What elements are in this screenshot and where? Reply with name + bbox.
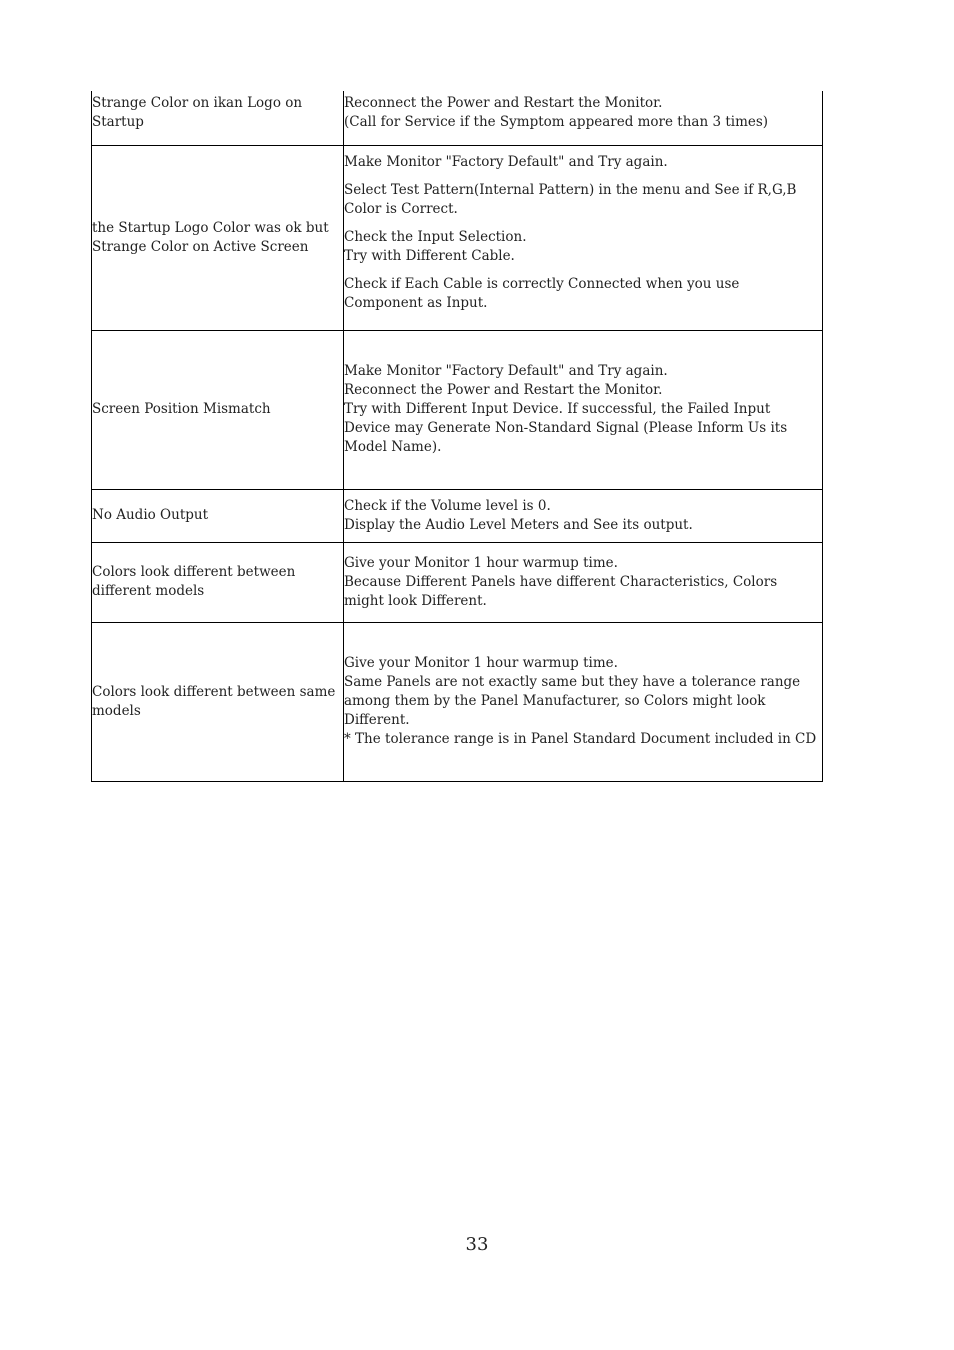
table-row (92, 91, 823, 145)
solution-cell (344, 489, 823, 542)
page-number: 33 (465, 1234, 489, 1255)
symptom-text: the Startup Logo Color was ok but Strange Color on Active Screen (92, 219, 329, 255)
solution-text: Give your Monitor 1 hour warmup time. Because Different Panels have different Characteristics, Colors might look Different. (344, 554, 778, 609)
symptom-cell (92, 91, 344, 145)
solution-text: Check if the Volume level is 0. Display the Audio Level Meters and See its output. (344, 497, 693, 533)
table-row (92, 622, 823, 781)
symptom-text: Colors look different between same models (92, 683, 336, 719)
symptom-cell (92, 542, 344, 622)
solution-text: Reconnect the Power and Restart the Monitor. (Call for Service if the Symptom appeared more than 3 times) (344, 95, 769, 130)
table-row (92, 145, 823, 330)
solution-cell (344, 145, 823, 330)
solution-text: Make Monitor "Factory Default" and Try again. (344, 153, 668, 170)
symptom-cell (92, 489, 344, 542)
solution-text: Make Monitor "Factory Default" and Try again. Reconnect the Power and Restart the Monitor. Try with Different Input Device. If successful, the Failed Input Device may Generate Non-Standard Signal (Please Inform Us its Model Name). (344, 363, 788, 455)
solution-text: Check if Each Cable is correctly Connected when you use Component as Input. (344, 275, 740, 311)
table-row (92, 489, 823, 542)
symptom-cell (92, 330, 344, 489)
symptom-text: No Audio Output (92, 507, 209, 523)
symptom-cell (92, 145, 344, 330)
symptom-text: Screen Position Mismatch (92, 401, 271, 417)
solution-cell (344, 622, 823, 781)
symptom-text: Strange Color on ikan Logo on Startup (92, 95, 303, 130)
solution-cell (344, 330, 823, 489)
table-row (92, 542, 823, 622)
symptom-text: Colors look different between different models (92, 564, 296, 599)
symptom-cell (92, 622, 344, 781)
solution-cell (344, 542, 823, 622)
solution-text: Check the Input Selection. Try with Different Cable. (344, 228, 527, 264)
troubleshooting-table (91, 91, 823, 782)
table-row (92, 330, 823, 489)
solution-text: Give your Monitor 1 hour warmup time. Same Panels are not exactly same but they have a tolerance range among them by the Panel Manufacturer, so Colors might look Different. * The tolerance range is in Panel Standard Document included in CD (344, 655, 817, 747)
solution-cell (344, 91, 823, 145)
solution-text: Select Test Pattern(Internal Pattern) in the menu and See if R,G,B Color is Correct. (344, 181, 797, 217)
